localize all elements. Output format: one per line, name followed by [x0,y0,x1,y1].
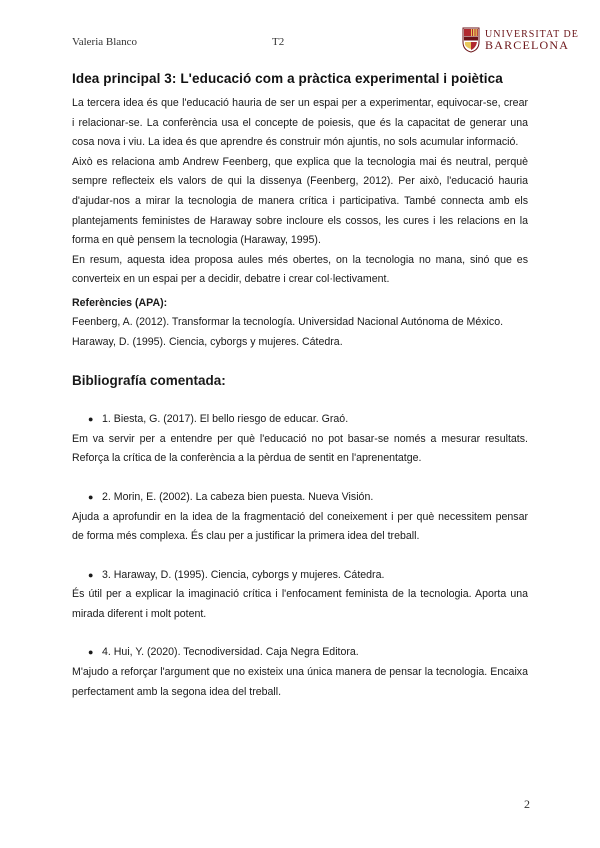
header-doc-code: T2 [272,36,285,48]
bibliography-citation: 3. Haraway, D. (1995). Ciencia, cyborgs y mujeres. Cátedra. [102,568,385,581]
university-logo [462,26,579,54]
bullet-icon: ● [88,569,94,580]
bibliography-comment: Ajuda a aprofundir en la idea de la fragmentació del coneixement i per què necessitem pensar de forma més complexa. És clau per a justificar la primera idea del treball. [72,510,528,543]
section-heading: Idea principal 3: L'educació com a pràctica experimental i poiètica [72,71,503,86]
bibliography-citation: 2. Morin, E. (2002). La cabeza bien puesta. Nueva Visión. [102,490,374,503]
page-number: 2 [524,797,530,811]
bibliography-comment: Em va servir per a entendre per què l'educació no pot basar-se només a mesurar resultats. Reforça la crítica de la conferència a la pèrdua de sentit en l'aprenentatge. [72,432,528,465]
reference-item: Haraway, D. (1995). Ciencia, cyborgs y mujeres. Cátedra. [72,335,343,348]
reference-item: Feenberg, A. (2012). Transformar la tecnología. Universidad Nacional Autónoma de México. [72,315,504,328]
main-content [72,70,528,702]
bibliography-entry [72,488,528,547]
bullet-icon: ● [88,491,94,502]
bibliography-entry [72,566,528,625]
bibliography-citation: 4. Hui, Y. (2020). Tecnodiversidad. Caja Negra Editora. [102,646,359,659]
logo-text-top: UNIVERSITAT DE [485,29,579,40]
bibliography-comment: És útil per a explicar la imaginació crítica i l'enfocament feminista de la tecnologia. Aporta una mirada diferent i molt potent. [72,588,528,620]
bibliography-heading: Bibliografía comentada: [72,373,226,389]
bibliography-entry [72,643,528,702]
paragraph: La tercera idea és que l'educació hauria de ser un espai per a experimentar, equivocar-se, crear i relacionar-se. La conferència usa el concepte de poiesis, que és la capacitat de generar una cosa nova i viu. La idea és que aprendre és construir món ajuntis, no sols acumular informació. [72,97,528,149]
bullet-icon: ● [88,414,94,425]
references-heading: Referències (APA): [72,296,168,309]
references-block [72,294,528,352]
bibliography-comment: M'ajudo a reforçar l'argument que no existeix una única manera de pensar la tecnologia. Encaixa perfectament amb la segona idea del treball. [72,666,528,698]
paragraph: Això es relaciona amb Andrew Feenberg, que explica que la tecnologia mai és neutral, perquè sempre reflecteix els valors de qui la dissenya (Feenberg, 2012). Per això, l'educació hauria d'ajudar-nos a mirar la tecnologia de manera crítica i participativa. També connecta amb els plantejaments feministes de Haraway sobre incloure els cossos, les cures i les relacions en la forma en què pensem la tecnologia (Haraway, 1995). [72,155,528,247]
bibliography-entry [72,410,528,469]
university-shield-icon [462,27,480,53]
logo-text-bottom: BARCELONA [485,38,570,52]
paragraph: En resum, aquesta idea proposa aules més obertes, on la tecnologia no mana, sinó que es converteix en un espai per a decidir, debatre i crear col·lectivament. [72,253,528,286]
header-author: Valeria Blanco [72,36,138,48]
bullet-icon: ● [88,647,94,658]
bibliography-citation: 1. Biesta, G. (2017). El bello riesgo de educar. Graó. [102,413,349,426]
